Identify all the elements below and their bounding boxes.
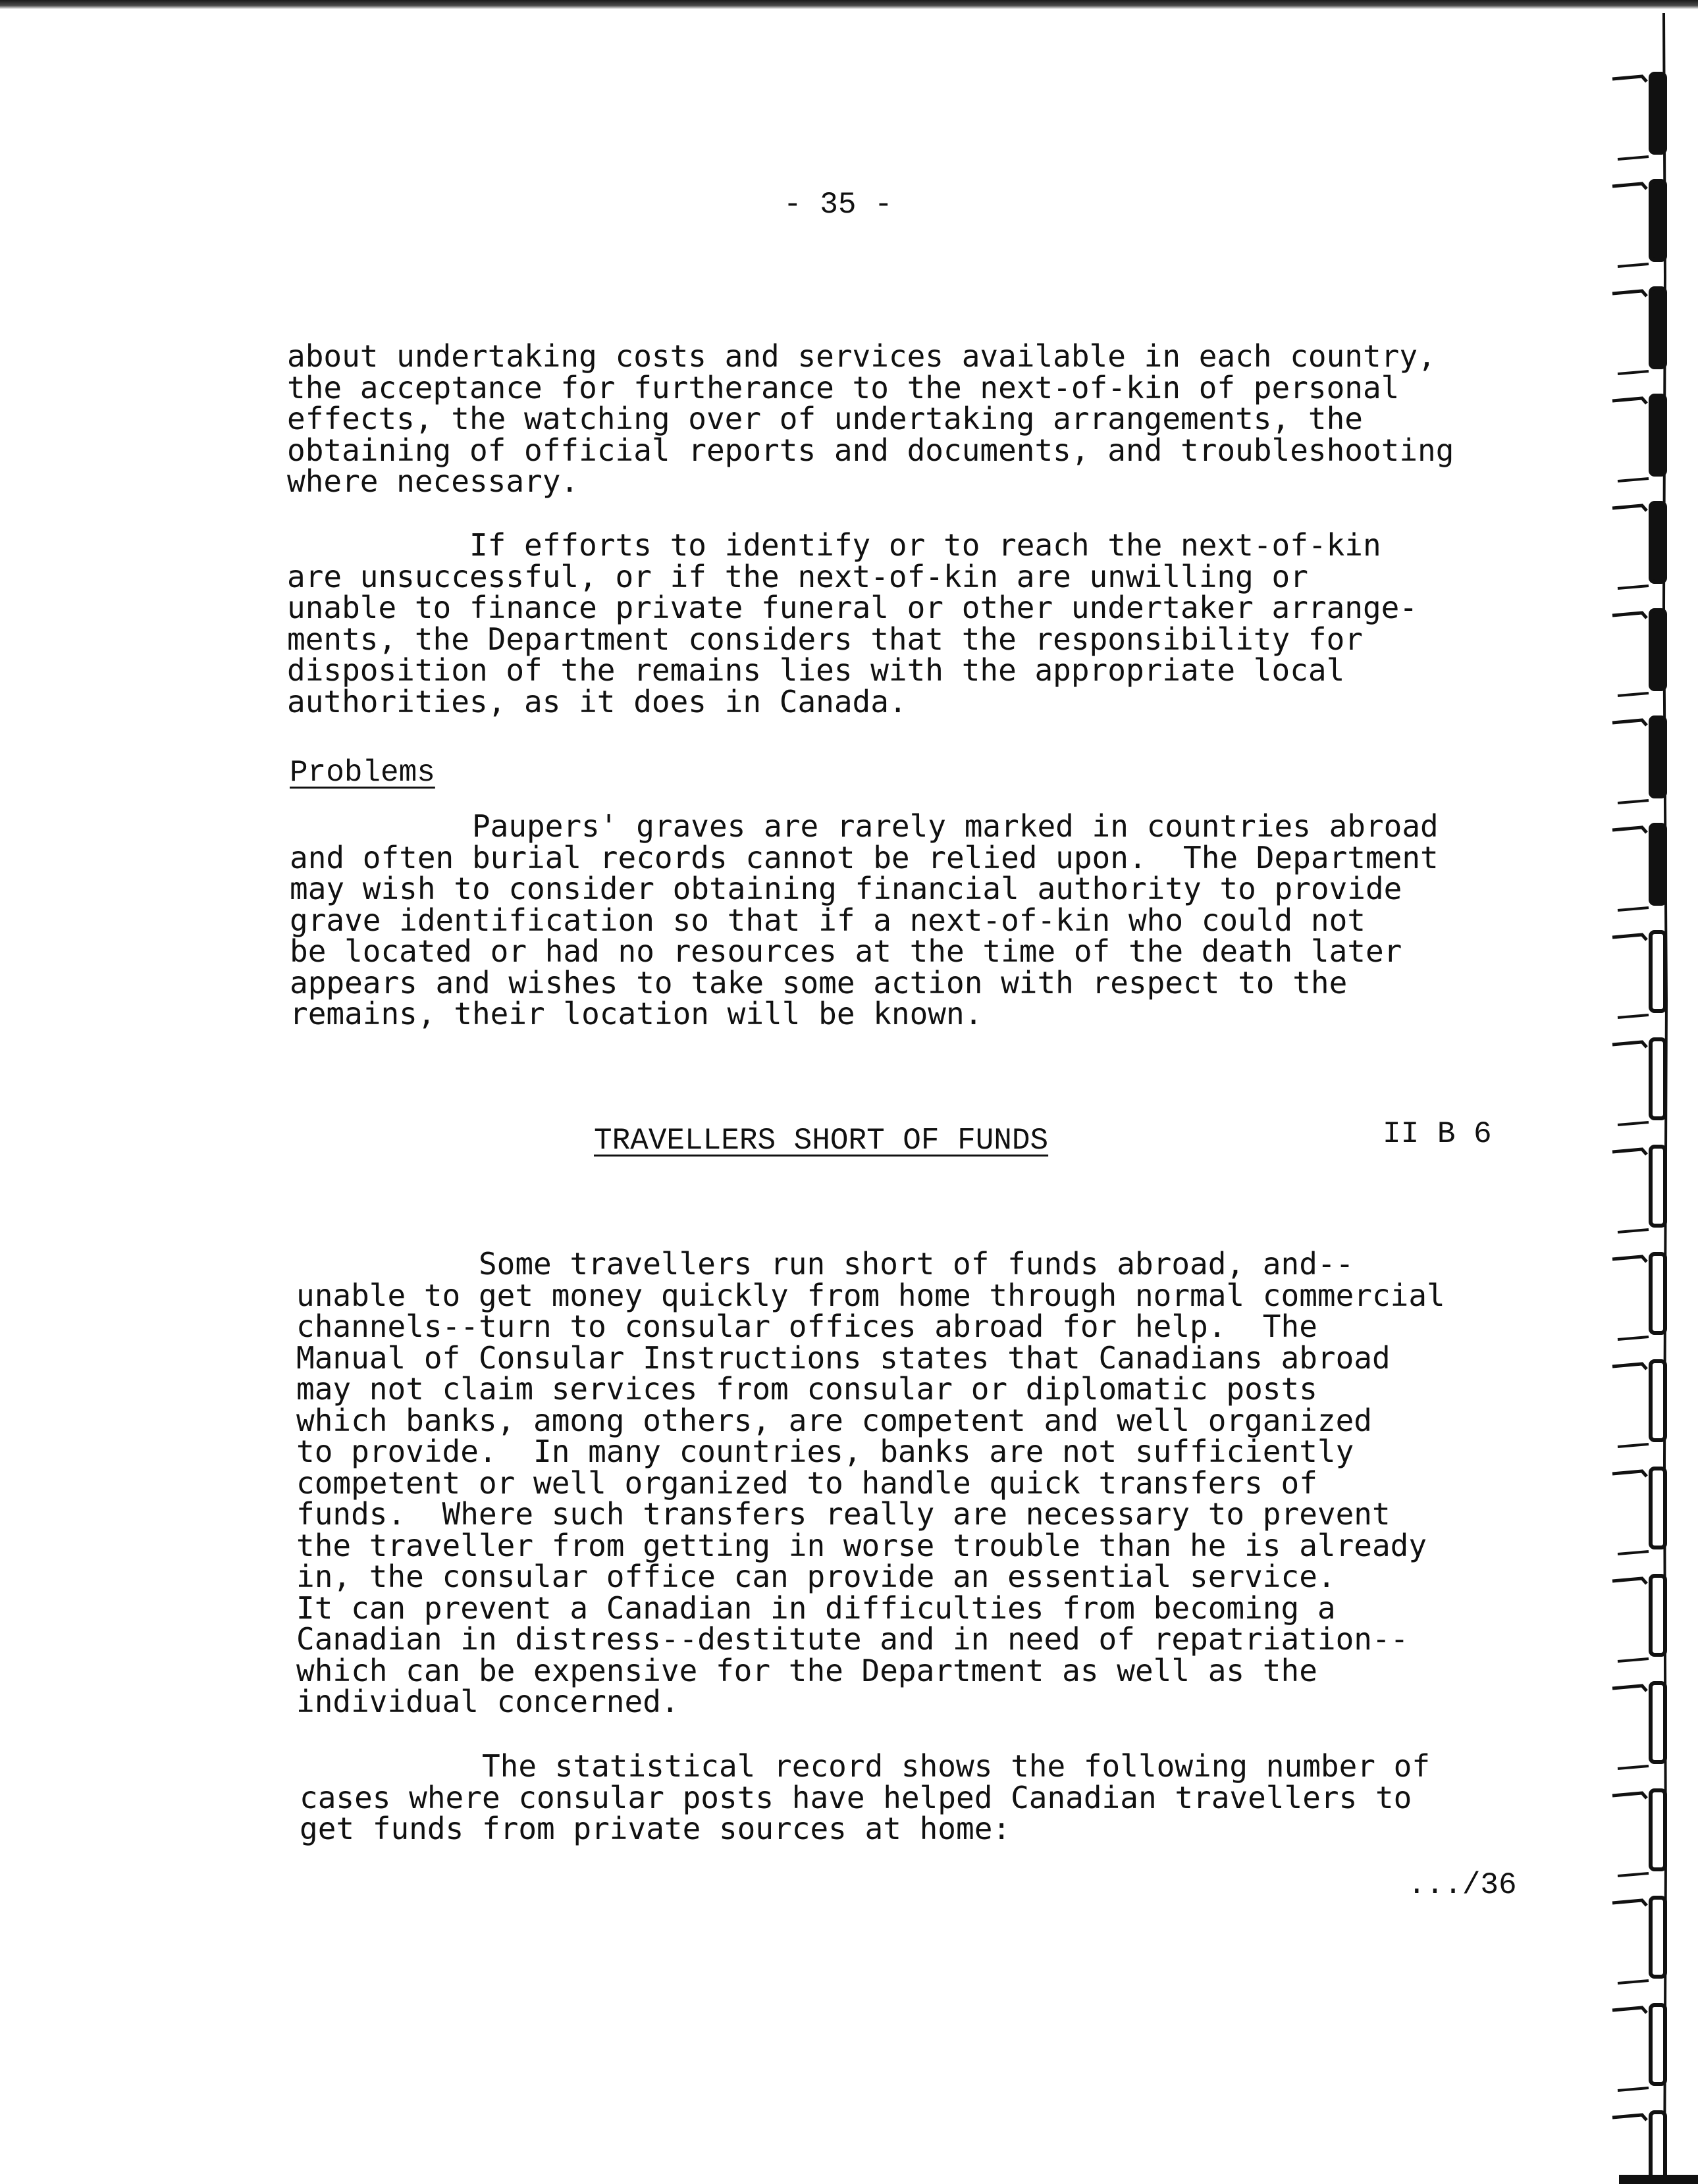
continued-marker: .../36 <box>1408 1868 1517 1902</box>
binding-ring <box>1612 181 1665 267</box>
binding-ring <box>1612 1039 1665 1125</box>
binding-ring <box>1612 74 1665 159</box>
section-code: II B 6 <box>1383 1117 1492 1151</box>
paragraph-next-of-kin: If efforts to identify or to reach the next-of-kin are unsuccessful, or if the next-of-kin are unwilling or unable to finance private funeral or other undertaker arrange- ments, the Department considers that the responsibility for disposition of the remains lies with the appropriate local authorities, as it does in Canada. <box>287 527 1418 719</box>
binding-ring <box>1612 1790 1665 1876</box>
binding-ring <box>1612 2005 1665 2091</box>
binding-ring <box>1612 1254 1665 1339</box>
statistics-paragraph: The statistical record shows the following number of cases where consular posts have helped Canadian travellers to get funds from private sources at home: <box>300 1748 1431 1846</box>
travellers-paragraph: Some travellers run short of funds abroad, and-- unable to get money quickly from home through normal commercial channels--turn to consular offices abroad for help. The Manual of Consular Instructions states that Canadians abroad may not claim services from consular or diplomatic posts which banks, among others, are competent and well organized to provide. In many countries, banks are not sufficiently competent or well organized to handle quick transfers of funds. Where such transfers really are necessary to prevent the traveller from getting in worse trouble than he is already in, the consular office can provide an essential service. It can prevent a Canadian in difficulties from becoming a Canadian in distress--destitute and in need of repatriation-- which can be expensive for the Department as well as the individual concerned. <box>296 1246 1445 1719</box>
binding-ring <box>1612 288 1665 374</box>
binding-ring <box>1612 1361 1665 1447</box>
binding-ring <box>1612 610 1665 696</box>
spiral-binding-rings <box>1566 13 1698 2184</box>
binding-ring <box>1612 932 1665 1018</box>
problems-paragraph: Paupers' graves are rarely marked in countries abroad and often burial records cannot be relied upon. The Department may wish to consider obtaining financial authority to provide grave identification so that if a next-of-kin who could not be located or had no resources at the time of the death later appears and wishes to take some action with respect to the remains, their location will be known. <box>290 808 1439 1031</box>
binding-ring <box>1612 1576 1665 1661</box>
binding-ring <box>1612 717 1665 803</box>
binding-ring <box>1612 1683 1665 1769</box>
continuation-paragraph: about undertaking costs and services available in each country, the acceptance for furtherance to the next-of-kin of personal effects, the watching over of undertaking arrangements, the obtaining of official reports and documents, and troubleshooting where necessary. <box>287 338 1454 499</box>
binding-ring <box>1612 1147 1665 1232</box>
binding-ring <box>1612 1469 1665 1554</box>
binding-ring <box>1612 2112 1665 2184</box>
binding-ring <box>1612 503 1665 588</box>
page-number: - 35 - <box>783 188 893 222</box>
section-heading: TRAVELLERS SHORT OF FUNDS <box>594 1124 1049 1158</box>
scan-shadow-top <box>0 0 1698 9</box>
binding-ring <box>1612 396 1665 481</box>
problems-heading: Problems <box>290 756 435 790</box>
binding-ring <box>1612 1898 1665 1983</box>
binding-ring <box>1612 825 1665 910</box>
